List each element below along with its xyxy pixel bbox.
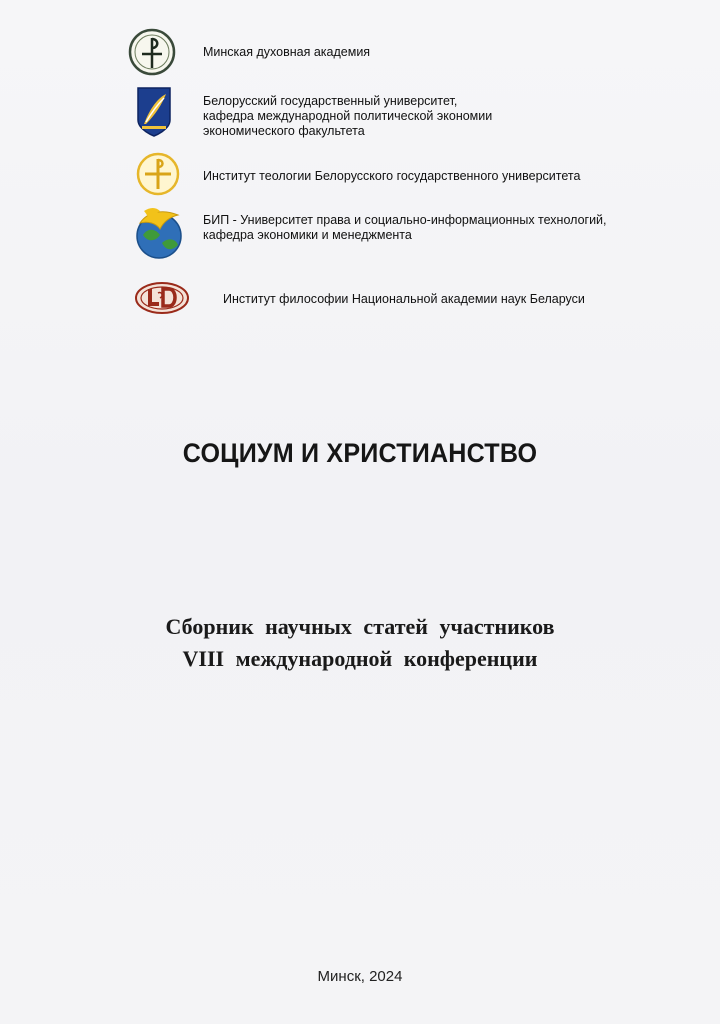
org-name-philosophy-institute: Институт философии Национальной академии наук Беларуси — [223, 292, 585, 306]
org-row-theology-institute — [0, 150, 720, 200]
chi-rho-circle-logo — [128, 28, 176, 76]
bip-bird-globe-logo — [134, 205, 184, 261]
publication-place-year: Минск, 2024 — [317, 968, 403, 985]
bsu-economics-shield-logo — [136, 86, 172, 138]
philosophy-institute-logo — [134, 280, 190, 316]
subtitle-line-1: Сборник научных статей участников — [165, 614, 555, 639]
subtitle-line-2: VIII международной конференции — [182, 646, 538, 671]
org-row-bsu — [0, 86, 720, 142]
org-name-theology-institute: Институт теологии Белорусского государственного университета — [203, 169, 581, 183]
org-row-philosophy-institute — [0, 278, 720, 318]
org-name-minsk-academy: Минская духовная академия — [203, 45, 371, 59]
cross-circle-logo — [136, 152, 180, 196]
document-title: СОЦИУМ И ХРИСТИАНСТВО — [182, 438, 538, 468]
org-row-bip — [0, 203, 720, 263]
org-row-minsk-academy — [0, 28, 720, 78]
org-name-bsu: Белорусский государственный университет, кафедра международной политической экономии экономического факультета — [203, 94, 493, 138]
org-name-bip: БИП - Университет права и социально-информационных технологий, кафедра экономики и менеджмента — [203, 213, 607, 242]
